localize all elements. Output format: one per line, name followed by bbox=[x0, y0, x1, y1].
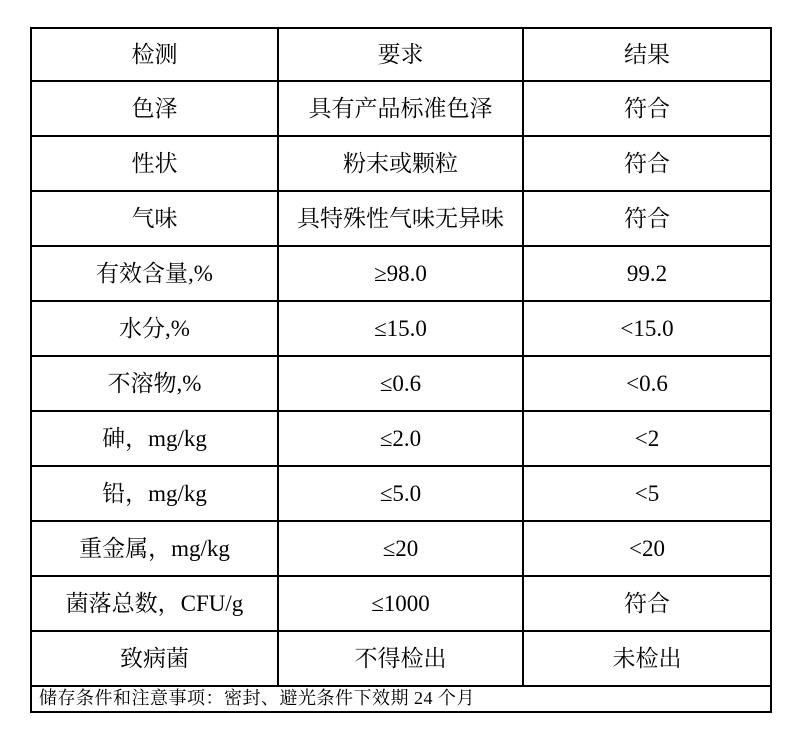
table-row bbox=[31, 136, 771, 191]
cell-test: 砷，mg/kg bbox=[31, 411, 278, 466]
header-cell-test: 检测 bbox=[31, 28, 278, 81]
cell-result: 符合 bbox=[523, 136, 771, 191]
cell-result: 符合 bbox=[523, 576, 771, 631]
cell-test: 菌落总数，CFU/g bbox=[31, 576, 278, 631]
header-cell-requirement: 要求 bbox=[278, 28, 523, 81]
cell-test: 铅，mg/kg bbox=[31, 466, 278, 521]
table-row bbox=[31, 466, 771, 521]
cell-test: 水分,% bbox=[31, 301, 278, 356]
header-row bbox=[31, 28, 771, 81]
cell-requirement: 具有产品标准色泽 bbox=[278, 81, 523, 136]
table-row bbox=[31, 81, 771, 136]
cell-test: 性状 bbox=[31, 136, 278, 191]
cell-test: 色泽 bbox=[31, 81, 278, 136]
cell-result: 99.2 bbox=[523, 246, 771, 301]
cell-requirement: ≤5.0 bbox=[278, 466, 523, 521]
table-row bbox=[31, 301, 771, 356]
cell-test: 不溶物,% bbox=[31, 356, 278, 411]
table-row bbox=[31, 356, 771, 411]
cell-test: 有效含量,% bbox=[31, 246, 278, 301]
cell-result: 未检出 bbox=[523, 631, 771, 686]
storage-note: 储存条件和注意事项：密封、避光条件下效期 24 个月 bbox=[31, 686, 771, 712]
cell-result: <20 bbox=[523, 521, 771, 576]
cell-result: 符合 bbox=[523, 191, 771, 246]
cell-requirement: 粉末或颗粒 bbox=[278, 136, 523, 191]
cell-requirement: ≤20 bbox=[278, 521, 523, 576]
cell-result: <0.6 bbox=[523, 356, 771, 411]
cell-result: <2 bbox=[523, 411, 771, 466]
table-row bbox=[31, 631, 771, 686]
cell-result: 符合 bbox=[523, 81, 771, 136]
cell-result: <15.0 bbox=[523, 301, 771, 356]
table-row bbox=[31, 576, 771, 631]
cell-requirement: 不得检出 bbox=[278, 631, 523, 686]
cell-result: <5 bbox=[523, 466, 771, 521]
table-row bbox=[31, 191, 771, 246]
table-row bbox=[31, 246, 771, 301]
cell-requirement: 具特殊性气味无异味 bbox=[278, 191, 523, 246]
header-cell-result: 结果 bbox=[523, 28, 771, 81]
cell-test: 致病菌 bbox=[31, 631, 278, 686]
cell-requirement: ≤15.0 bbox=[278, 301, 523, 356]
cell-test: 气味 bbox=[31, 191, 278, 246]
cell-requirement: ≤1000 bbox=[278, 576, 523, 631]
footer-row bbox=[31, 686, 771, 712]
cell-requirement: ≤0.6 bbox=[278, 356, 523, 411]
cell-test: 重金属，mg/kg bbox=[31, 521, 278, 576]
table-row bbox=[31, 521, 771, 576]
cell-requirement: ≥98.0 bbox=[278, 246, 523, 301]
table-row bbox=[31, 411, 771, 466]
cell-requirement: ≤2.0 bbox=[278, 411, 523, 466]
inspection-table bbox=[30, 27, 772, 713]
